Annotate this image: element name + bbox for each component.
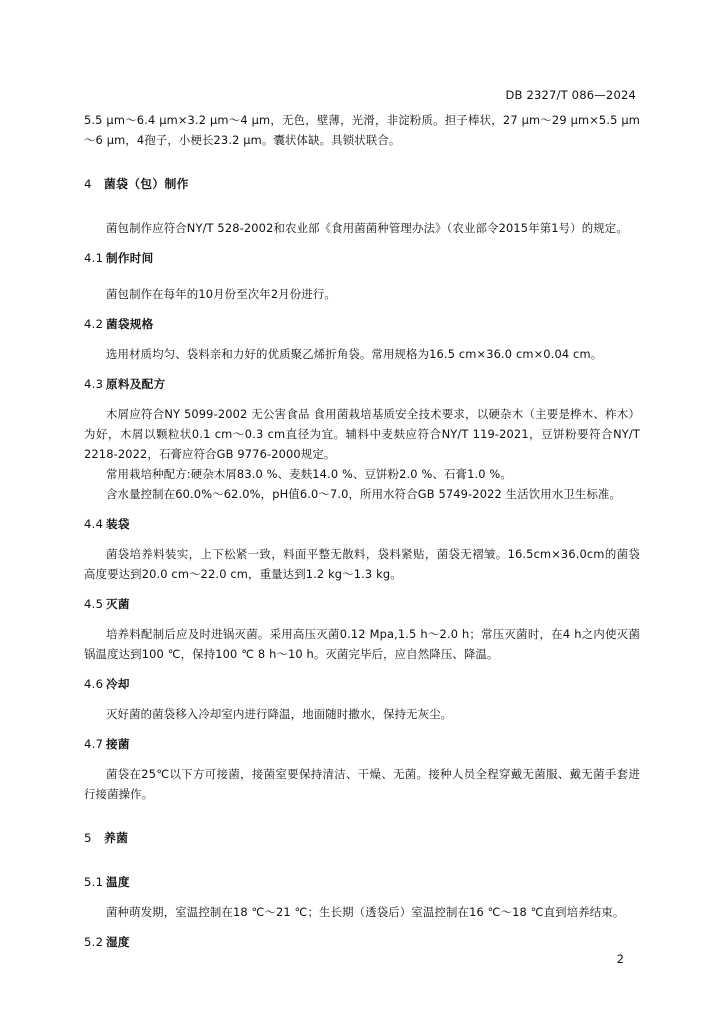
subsection-4-6-text: 灭好菌的菌袋移入冷却室内进行降温，地面随时撒水，保持无灰尘。 [106,707,453,721]
subsection-heading-5-1: 5.1 温度 [84,875,130,889]
subsection-4-3-paragraph-2: 常用栽培种配方:硬杂木屑83.0 %、麦麸14.0 %、豆饼粉2.0 %、石膏1.0 %。 [106,467,512,481]
subsection-4-3-paragraph-1: 木屑应符合NY 5099-2002 无公害食品 食用菌栽培基质安全技术要求，以硬杂木（主要是桦木、柞木）为好，木屑以颗粒状0.1 cm～0.3 cm直径为宜。辅料中麦麸应符合NY/T 119-2021，豆饼粉要符合NY/T 2218-2022，石膏应符合GB 9776-2000规定。 [84,407,640,461]
subsection-heading-4-5: 4.5 灭菌 [84,597,130,611]
intro-paragraph: 5.5 μm～6.4 μm×3.2 μm～4 μm，无色，壁薄，光滑，非淀粉质。担子棒状，27 μm～29 μm×5.5 μm～6 μm，4孢子，小梗长23.2 μm。囊状体缺。具锁状联合。 [84,113,640,147]
subsection-heading-4-7: 4.7 接菌 [84,737,130,751]
subsection-4-4-text: 菌袋培养料装实，上下松紧一致，料面平整无散料，袋料紧贴，菌袋无褶皱。16.5cm×36.0cm的菌袋高度要达到20.0 cm～22.0 cm，重量达到1.2 kg～1.3 kg。 [84,547,640,581]
document-body [84,110,640,952]
subsection-4-7-text: 菌袋在25℃以下方可接菌，接菌室要保持清洁、干燥、无菌。接种人员全程穿戴无菌服、戴无菌手套进行接菌操作。 [84,767,640,801]
section-4-intro: 菌包制作应符合NY/T 528-2002和农业部《食用菌菌种管理办法》（农业部令2015年第1号）的规定。 [106,221,628,235]
subsection-heading-4-4: 4.4 装袋 [84,517,130,531]
section-heading-5: 5 养菌 [84,831,129,845]
subsection-heading-4-3: 4.3 原料及配方 [84,377,166,391]
subsection-5-1-text: 菌种萌发期，室温控制在18 ℃～21 ℃；生长期（透袋后）室温控制在16 ℃～18 ℃直到培养结束。 [106,905,625,919]
subsection-4-2-text: 选用材质均匀、袋料亲和力好的优质聚乙烯折角袋。常用规格为16.5 cm×36.0 cm×0.04 cm。 [106,347,603,361]
subsection-4-3-paragraph-3: 含水量控制在60.0%～62.0%，pH值6.0～7.0，所用水符合GB 5749-2022 生活饮用水卫生标准。 [106,487,622,501]
subsection-heading-4-2: 4.2 菌袋规格 [84,317,154,331]
section-heading-4: 4 菌袋（包）制作 [84,177,189,191]
subsection-4-5-text: 培养料配制后应及时进锅灭菌。采用高压灭菌0.12 Mpa,1.5 h～2.0 h；常压灭菌时，在4 h之内使灭菌锅温度达到100 ℃，保持100 ℃ 8 h～10 h。灭菌完毕后，应自然降压、降温。 [84,627,640,661]
document-code: DB 2327/T 086—2024 [505,88,636,102]
subsection-heading-4-6: 4.6 冷却 [84,677,130,691]
page-number: 2 [616,952,624,966]
subsection-4-1-text: 菌包制作在每年的10月份至次年2月份进行。 [106,287,336,301]
subsection-heading-4-1: 4.1 制作时间 [84,251,154,265]
subsection-heading-5-2: 5.2 湿度 [84,935,130,949]
